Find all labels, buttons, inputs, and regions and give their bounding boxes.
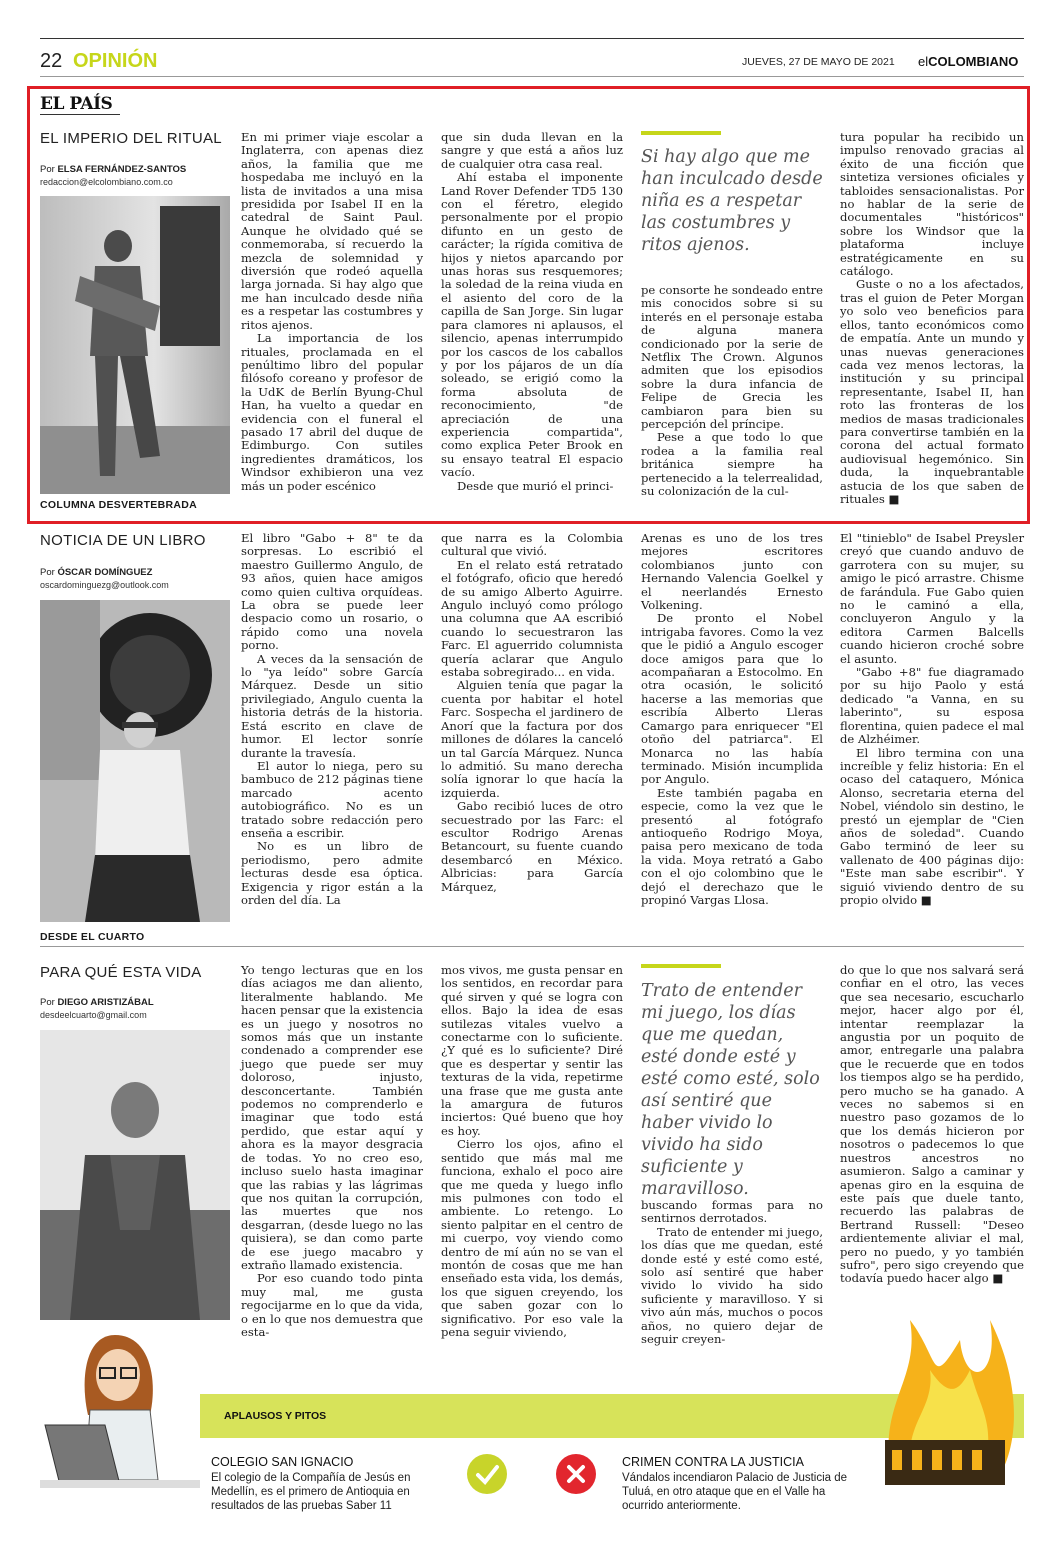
- article2-col2: [441, 532, 623, 924]
- section-divider: [40, 946, 1024, 947]
- check-icon: [467, 1454, 507, 1494]
- section-name: OPINIÓN: [73, 50, 158, 72]
- article2-col3: [641, 532, 823, 924]
- x-icon: [556, 1454, 596, 1494]
- el-pais-underline: [40, 114, 120, 115]
- paragraph: El libro "Gabo + 8" te da sorpresas. Lo escribió el maestro Guillermo Angulo, de 93 años, quien hace amigos como quien cultiva orquídeas. La obra se puede leer despacio como un rosario, o rápido como una novela porno.: [241, 531, 423, 653]
- brand-logo: elCOLOMBIANO: [918, 54, 1019, 69]
- article3-col4: [840, 964, 1024, 1292]
- issue-date: JUEVES, 27 DE MAYO DE 2021: [742, 56, 895, 68]
- paragraph: El libro termina con una increíble y feliz historia: En el ocaso del cataquero, Mónica Alonso, secretaria eterna del Nobel, viéndolo sin destino, le prestó un ejemplar de "Cien años de soledad". Cuando Gabo terminó de leer su vallenato de 400 páginas dijo: "Este man sabe escribir". Y siguió viviendo dentro de su propio olvido ■: [840, 745, 1024, 907]
- author-email: redaccion@elcolombiano.com.co: [40, 177, 173, 187]
- column-title: PARA QUÉ ESTA VIDA: [40, 964, 202, 981]
- paragraph: tura popular ha recibido un impulso renovado gracias al éxito de una ficción que sintetiza versiones oficiales y tabloides sensacionalistas. Por no hablar de la serie de documentales "históricos" sobre los Windsor que la plataforma incluye estratégicamente en su catálogo.: [840, 130, 1024, 279]
- quote-accent-bar: [641, 964, 721, 968]
- paragraph: No es un libro de periodismo, pero admite lecturas desde esa óptica. Exigencia y rigor están a la orden del día. La: [241, 839, 423, 907]
- article2-col4: [840, 532, 1024, 924]
- paragraph: Arenas es uno de los tres mejores escritores colombianos junto con Hernando Valencia Goelkel y el neerlandés Ernesto Volkening.: [641, 531, 823, 613]
- paragraph: Este también pagaba en especie, como la vez que le presentó al fotógrafo antioqueño Rodrigo Moya, paisa pero mexicano de toda la vida. Moya retrató a Gabo con el ojo colombino que le dejó el derechazo que le propinó Vargas Llosa.: [641, 785, 823, 907]
- page-number: 22: [40, 50, 63, 72]
- paragraph: De pronto el Nobel intrigaba favores. Como la vez que le pidió a Angulo escoger doce amigos para que lo acompañaran a Estocolmo. En otra ocasión, le solicitó hacerse a las memorias que escribía Alberto Lleras Camargo para enriquecer "El otoño del patriarca". El Monarca no las había terminado. Misión incumplida por Angulo.: [641, 611, 823, 787]
- author-email: desdeelcuarto@gmail.com: [40, 1010, 147, 1020]
- good-text: El colegio de la Compañía de Jesús en Medellín, es el primero de Antioquia en resultados de las pruebas Saber 11: [211, 1472, 411, 1512]
- paragraph: Trato de entender mi juego, los días que me quedan, esté donde esté y esté como esté, solo así sentiré que haber vivido lo vivido ha sido suficiente y maravilloso. Y si vivo aún más, muchos o pocos años, no quiero dejar de seguir creyen-: [641, 1224, 823, 1347]
- article2-col1: [241, 532, 423, 924]
- article1-col1: [241, 131, 423, 501]
- pull-quote: Si hay algo que me han inculcado desde niña es a respetar las costumbres y ritos ajenos.: [641, 147, 823, 255]
- statue-photo: [40, 196, 230, 494]
- bad-title: CRIMEN CONTRA LA JUSTICIA: [622, 1455, 804, 1469]
- paragraph: Por eso cuando todo pinta muy mal, me gusta regocijarme en lo que da vida, o en lo que nos demuestra que esta-: [241, 1271, 423, 1339]
- paragraph: Yo tengo lecturas que en los días aciagos me dan aliento, literalmente hablando. Me hacen pensar que la existencia es un juego y nosotros no somos más que un instante condenado a comprender ese juego que puede ser muy doloroso, injusto, desconcertante. También podemos no comprenderlo e imaginar que todo está perdido, que estar aquí y ahora es la mayor desgracia de todas. Yo no creo eso, incluso suelo hasta imaginar que las rabias y las lágrimas que nos quitan la corrupción, las muertes que nos desgarran, (desde luego no las quisiera), se dan como parte de ese juego macabro y extraño llamado existencia.: [241, 963, 423, 1272]
- paragraph: pe consorte he sondeado entre mis conocidos sobre si su interés en el personaje estaba de alguna manera condicionado por la serie de Netflix The Crown. Algunos admiten que los episodios sobre la dura infancia de Felipe de Grecia les cambiaron para bien su percepción del príncipe.: [641, 283, 823, 432]
- paragraph: que sin duda llevan en la sangre y que está a años luz de cualquier otra casa real.: [441, 130, 623, 171]
- masthead-rule: [40, 38, 1024, 39]
- paragraph: En mi primer viaje escolar a Inglaterra, con apenas diez años, la familia que me hospedaba me incluyó en la lista de invitados a una misa presidida por Isabel II en la catedral de Saint Paul. Aunque he olvidado qué se conmemoraba, sí recuerdo la mezcla de solemnidad y diversión que rodeó aquella larga jornada. Si hay algo que me han inculcado desde niña es a respetar las costumbres y ritos ajenos.: [241, 130, 423, 332]
- pull-quote: Trato de entender mi juego, los días que me quedan, esté donde esté y esté como esté, solo así sentiré que haber vivido lo vivido ha sido suficiente y maravilloso.: [641, 981, 820, 1199]
- paragraph: do que lo que nos salvará será confiar en el otro, las veces que sea necesario, escucharlo mejor, hacer algo por él, intentar reemplazar la angustia por un poquito de amor, entregarle una palabra que le recuerde que en todos los tiempos algo se ha perdido, pero mucho se ha ganado. A veces no sabemos si en nuestro paso gozamos de lo que los demás hicieron por nosotros o padecemos lo que nuestros ancestros no asumieron. Salgo a caminar y apenas giro en la esquina de este país que duele tanto, recuerdo las palabras de Bertrand Russell: "Deseo ardientemente aliviar el mal, pero no puedo, y yo también sufro", pero sigo creyendo que todavía puedo hacer algo ■: [840, 963, 1024, 1286]
- paragraph: A veces da la sensación de lo "ya leído" sobre García Márquez. Desde un sitio privilegiado, Angulo cuenta la historia detrás de la historia. Está escrito en clave de humor. El lector sonríe durante la travesía.: [241, 651, 423, 760]
- paragraph: buscando formas para no sentirnos derrotados.: [641, 1198, 823, 1226]
- article3-col3: [641, 1198, 823, 1347]
- byline: Por ÓSCAR DOMÍNGUEZ: [40, 567, 153, 578]
- paragraph: Cierro los ojos, afino el sentido que más mal me funciona, exhalo el poco aire que me queda y luego inflo mis pulmones con todo el ambiente. Lo retengo. Lo siento palpitar en el centro de mi cuerpo, voy viendo como dentro de mí aún no se van el montón de cosas que me han enseñado esta vida, los demás, los que siguen creyendo, los que saben gozar con lo significativo. Por eso vale la pena seguir viviendo,: [441, 1137, 623, 1339]
- paragraph: El "tinieblo" de Isabel Preysler creyó que cuando anduvo de garrotera con su mujer, su amigo le picó arrastre. Chisme de farándula. Fue Gabo quien no le caminó a ella, concluyeron Angulo y la editora Carmen Balcells cuando hicieron croché sobre el asunto.: [840, 531, 1024, 666]
- masthead-underline: [40, 76, 1024, 77]
- column-title: EL IMPERIO DEL RITUAL: [40, 130, 222, 147]
- article1-col2: [441, 131, 623, 501]
- paragraph: Ahí estaba el imponente Land Rover Defender TD5 130 con el féretro, elegido personalmente por el propio difunto en un gesto de carácter; la rígida comitiva de hijos y nietos aparcando por unas horas sus resquemores; la soledad de la reina viuda en el asiento del coro de la capilla de San Jorge. Sin lugar para clamores ni aplausos, el silencio, apenas interrumpido por los cascos de los caballos y por los pájaros de un día soleado, se erigió como la forma absoluta de reconocimiento, "de apreciación de una experiencia compartida", como explica Peter Brook en su ensayo teatral El espacio vacío.: [441, 170, 623, 480]
- paragraph: En el relato está retratado el fotógrafo, oficio que heredó de su amigo Alberto Aguirre. Angulo incluyó como prólogo una columna que AA escribió cuando lo secuestraron las Farc. El aguerrido columnista quería aclarar que Angulo estaba sobregirado... en vida.: [441, 557, 623, 680]
- article3-col1: [241, 963, 423, 1339]
- author-photo-field: [40, 1030, 230, 1320]
- fire-illustration: [870, 1300, 1024, 1510]
- bad-text: Vándalos incendiaron Palacio de Justicia de Tuluá, en otro ataque que en el Valle ha ocurrido anteriormente.: [622, 1472, 848, 1512]
- paragraph: La importancia de los rituales, proclamada en el penúltimo libro del popular filósofo coreano y profesor de la UdK de Berlín Byung-Chul Han, ha vuelto a quedar en evidencia con el funeral el pasado 17 abril del duque de Edimburgo. Con sutiles ingredientes dramáticos, los Windsor exhibieron una vez más un poder escénico: [241, 331, 423, 493]
- byline: Por ELSA FERNÁNDEZ-SANTOS: [40, 164, 187, 175]
- author-photo-locomotive: [40, 600, 230, 922]
- good-title: COLEGIO SAN IGNACIO: [211, 1455, 354, 1469]
- woman-laptop-illustration: [40, 1320, 200, 1500]
- paragraph: Gabo recibió luces de otro secuestrado por las Farc: el escultor Rodrigo Arenas Betancourt, su fuente cuando desembarcó en México. Albricias: para García Márquez,: [441, 799, 623, 894]
- byline: Por DIEGO ARISTIZÁBAL: [40, 997, 154, 1008]
- column-title: NOTICIA DE UN LIBRO: [40, 532, 206, 549]
- paragraph: Guste o no a los afectados, tras el guion de Peter Morgan yo solo veo beneficios para ellos, tanto económicos como de empatía. Ante un mundo y unas nuevas generaciones cada vez menos lectoras, la institución y su principal representante, Isabel II, han roto las fronteras de los medios de masas tradicionales para convertirse también en la corona del actual formato audiovisual hegemónico. Sin duda, la inquebrantable astucia de los que saben de rituales ■: [840, 277, 1024, 506]
- paragraph: "Gabo +8" fue diagramado por su hijo Paolo y está dedicado "a Vanna, en su laberinto", su esposa florentina, quien padece el mal de Alzhéimer.: [840, 665, 1024, 747]
- paragraph: Alguien tenía que pagar la cuenta por habitar el hotel Farc. Sospecha el jardinero de Anorí que la factura por dos millones de dólares la canceló un tal García Márquez. Nunca lo admitió. Su mano derecha solía ignorar lo que hacía la izquierda.: [441, 678, 623, 800]
- article1-col4: [840, 130, 1024, 506]
- column-section-label: DESDE EL CUARTO: [40, 931, 145, 943]
- paragraph: Desde que murió el princi-: [457, 478, 614, 493]
- paragraph: Pese a que todo lo que rodea a la familia real británica siempre ha pertenecido a la telerrealidad, su colonización de la cul-: [641, 430, 823, 499]
- paragraph: que narra es la Colombia cultural que vivió.: [441, 531, 623, 559]
- article1-col3: [641, 284, 823, 504]
- author-email: oscardominguezg@outlook.com: [40, 580, 169, 590]
- paragraph: mos vivos, me gusta pensar en los sentidos, en recordar para qué sirven y qué se logra con ellos. Bajo la idea de esas sutilezas vitales vuelvo a conectarme con lo suficiente. ¿Y qué es lo suficiente? Diré que es despertar y sentir las texturas de la vida, repetirme una frase que me gusta ante la amargura de futuros inciertos: Qué bueno que hoy es hoy.: [441, 963, 623, 1138]
- quote-accent-bar: [641, 131, 721, 135]
- el-pais-logo: EL PAÍS: [40, 94, 113, 114]
- column-section-label: COLUMNA DESVERTEBRADA: [40, 499, 197, 511]
- aplausos-label: APLAUSOS Y PITOS: [224, 1410, 327, 1422]
- paragraph: El autor lo niega, pero su bambuco de 212 páginas tiene marcado acento autobiográfico. No es un tratado sobre redacción pero enseña a escribir.: [241, 758, 423, 840]
- article3-col2: [441, 963, 623, 1339]
